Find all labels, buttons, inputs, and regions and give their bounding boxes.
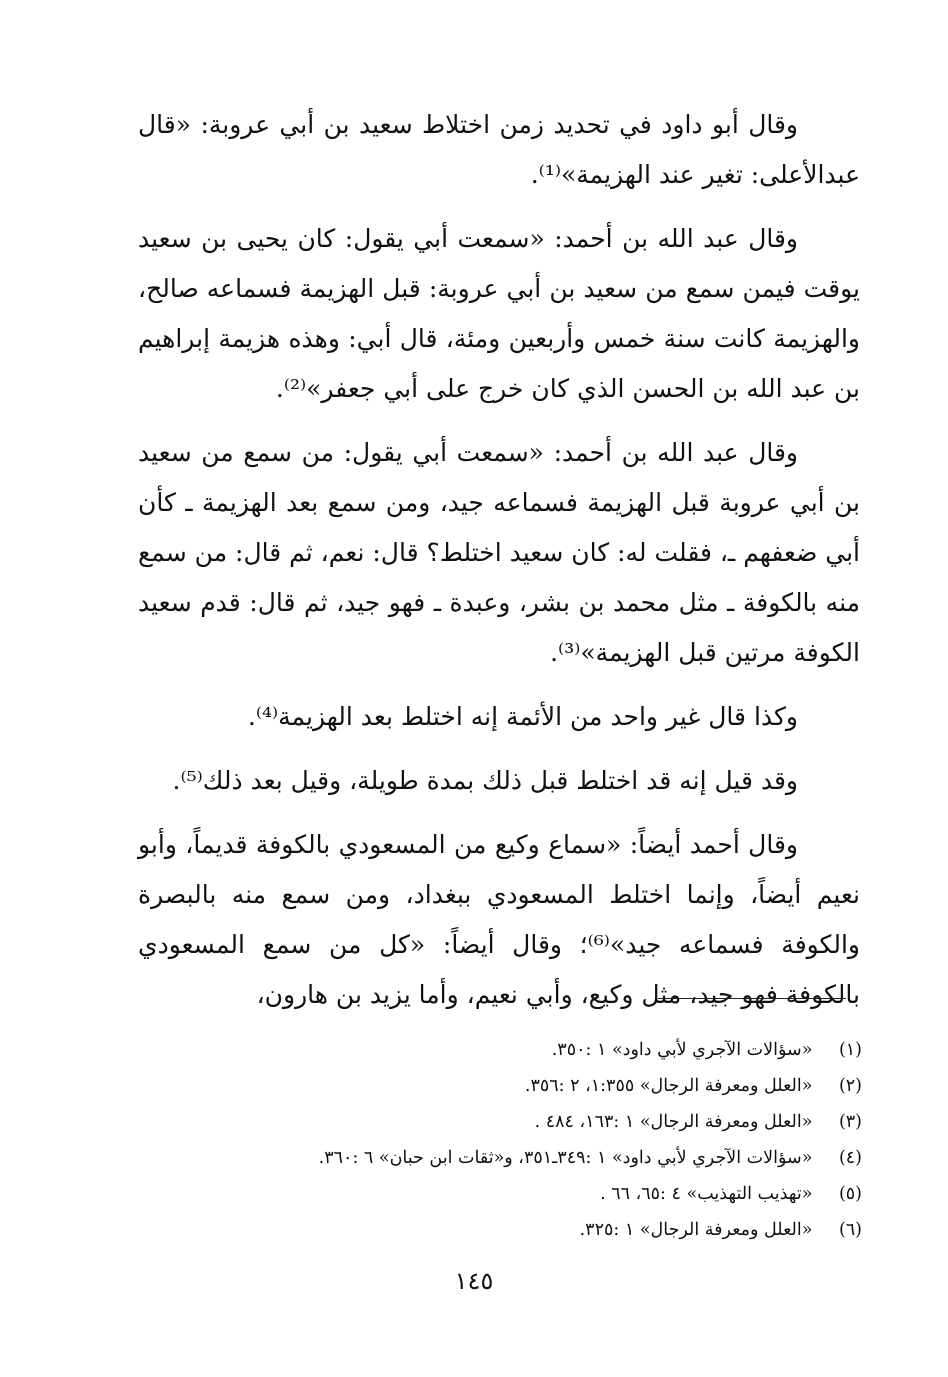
footnote-text: «العلل ومعرفة الرجال» ١:٣٥٥، ٢ :٣٥٦. xyxy=(524,1076,813,1096)
footnote xyxy=(200,1032,862,1068)
footnote-divider xyxy=(658,998,846,999)
footnote-number: (٢) xyxy=(838,1076,862,1096)
footnote-number: (٤) xyxy=(838,1148,862,1168)
paragraph: وقد قيل إنه قد اختلط قبل ذلك بمدة طويلة، وقيل بعد ذلك⁽⁵⁾. xyxy=(172,766,798,795)
paragraph: وقال أبو داود في تحديد زمن اختلاط سعيد بن أبي عروبة: «قال عبدالأعلى: تغير عند الهزيمة»⁽¹⁾. xyxy=(138,110,860,189)
footnote-number: (٥) xyxy=(838,1184,862,1204)
footnote-text: «تهذيب التهذيب» ٤ :٦٥، ٦٦ . xyxy=(600,1184,813,1204)
footnote-text: «سؤالات الآجري لأبي داود» ١ :٣٤٩ـ٣٥١، و«ثقات ابن حبان» ٦ :٣٦٠. xyxy=(318,1148,813,1168)
footnotes xyxy=(200,1032,862,1248)
footnote-text: «العلل ومعرفة الرجال» ١ :١٦٣، ٤٨٤ . xyxy=(534,1112,813,1132)
footnote xyxy=(200,1104,862,1140)
paragraph: وقال أحمد أيضاً: «سماع وكيع من المسعودي بالكوفة قديماً، وأبو نعيم أيضاً، وإنما اختلط المسعودي ببغداد، ومن سمع منه بالبصرة والكوفة فسماعه جيد»⁽⁶⁾؛ وقال أيضاً: «كل من سمع المسعودي بالكوفة فهو جيد، مثل وكيع، وأبي نعيم، وأما يزيد بن هارون، xyxy=(138,830,860,1009)
page-number: ١٤٥ xyxy=(454,1267,494,1295)
main-text xyxy=(138,100,860,1034)
footnote-number: (١) xyxy=(838,1040,862,1060)
paragraph: وكذا قال غير واحد من الأئمة إنه اختلط بعد الهزيمة⁽⁴⁾. xyxy=(247,702,798,731)
paragraph: وقال عبد الله بن أحمد: «سمعت أبي يقول: من سمع من سعيد بن أبي عروبة قبل الهزيمة فسماعه جيد، ومن سمع بعد الهزيمة ـ كأن أبي ضعفهم ـ، فقلت له: كان سعيد اختلط؟ قال: نعم، ثم قال: من سمع منه بالكوفة ـ مثل محمد بن بشر، وعبدة ـ فهو جيد، ثم قال: قدم سعيد الكوفة مرتين قبل الهزيمة»⁽³⁾. xyxy=(138,438,860,667)
footnote-text: «سؤالات الآجري لأبي داود» ١ :٣٥٠. xyxy=(551,1040,813,1060)
footnote xyxy=(200,1212,862,1248)
footnote xyxy=(200,1140,862,1176)
footnote-text: «العلل ومعرفة الرجال» ١ :٣٢٥. xyxy=(579,1220,813,1240)
footnote xyxy=(200,1068,862,1104)
paragraph: وقال عبد الله بن أحمد: «سمعت أبي يقول: كان يحيى بن سعيد يوقت فيمن سمع من سعيد بن أبي عروبة: قبل الهزيمة فسماعه صالح، والهزيمة كانت سنة خمس وأربعين ومئة، قال أبي: وهذه هزيمة إبراهيم بن عبد الله بن الحسن الذي كان خرج على أبي جعفر»⁽²⁾. xyxy=(138,224,860,403)
footnote-number: (٣) xyxy=(838,1112,862,1132)
footnote xyxy=(200,1176,862,1212)
footnote-number: (٦) xyxy=(838,1220,862,1240)
